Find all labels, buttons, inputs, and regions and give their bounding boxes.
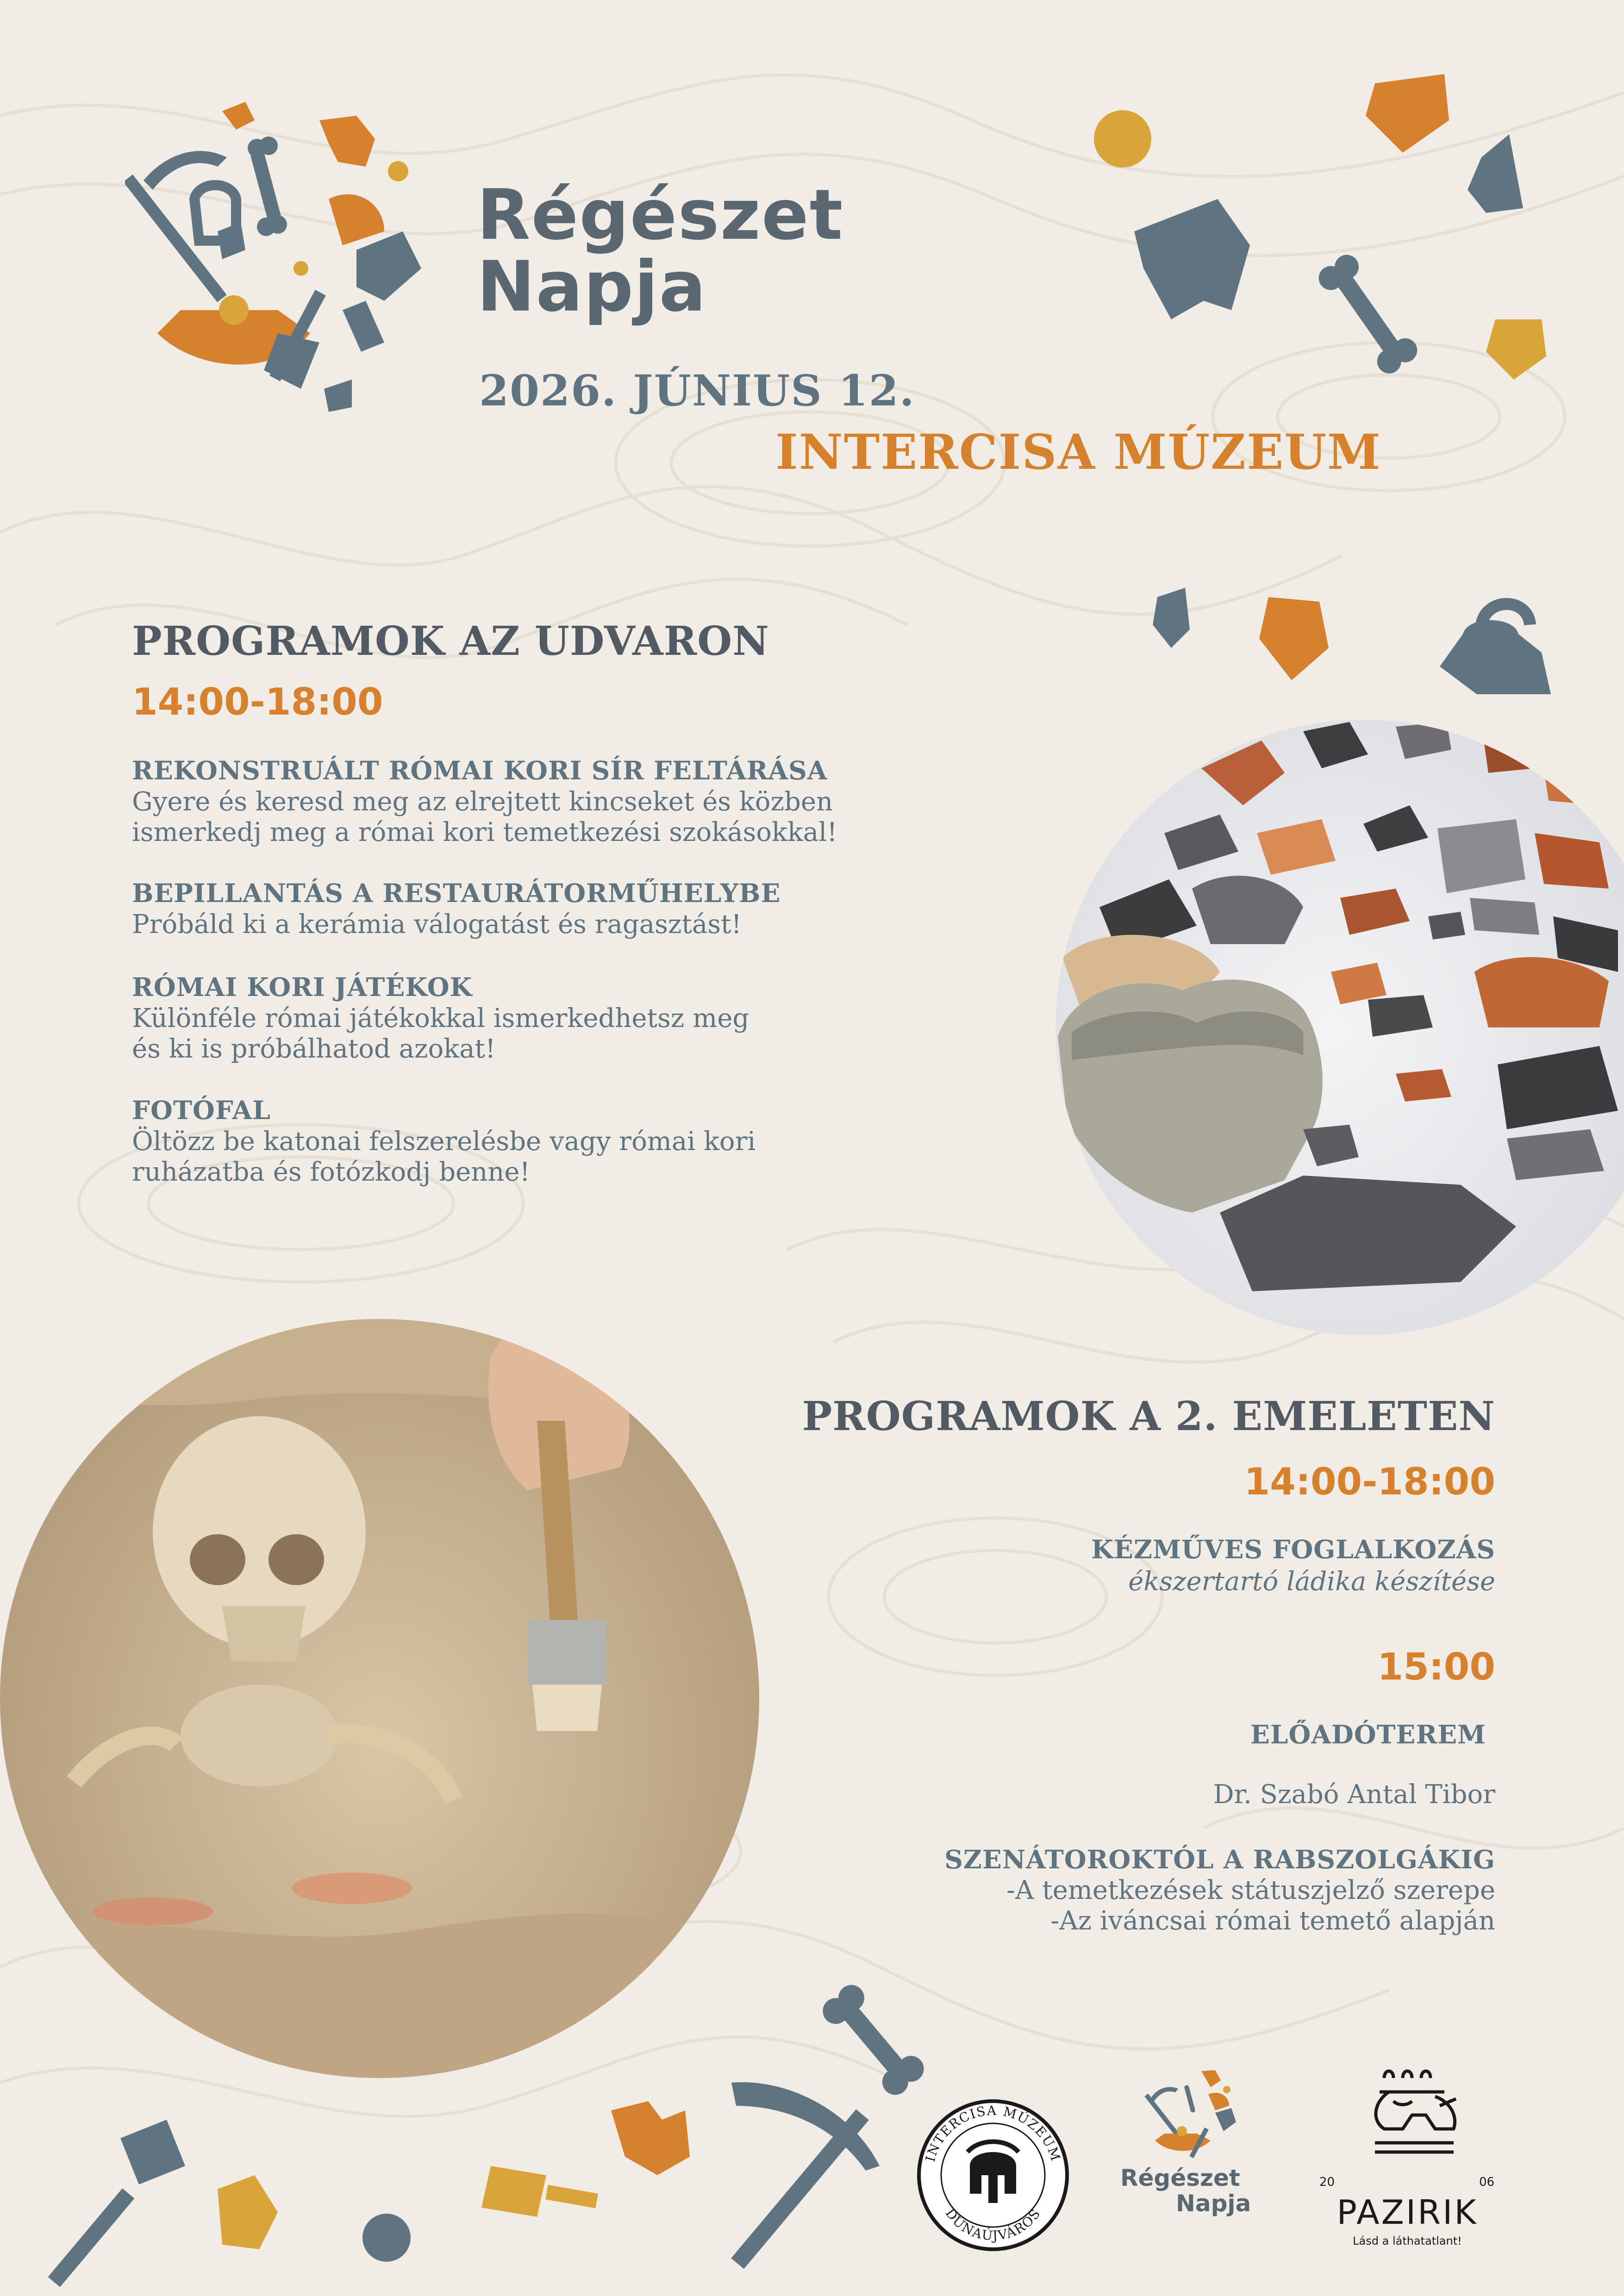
craft-title: KÉZMŰVES FOGLALKOZÁS: [1091, 1534, 1495, 1564]
small-logo-line2: Napja: [1176, 2190, 1251, 2217]
amphora-icon: [1440, 620, 1551, 694]
pottery-shard-icon: [1468, 134, 1523, 213]
slate-dot-icon: [362, 2214, 411, 2262]
lecture-room: ELŐADÓTEREM: [1250, 1719, 1486, 1749]
program-title: REKONSTRUÁLT RÓMAI KORI SÍR FELTÁRÁSA: [132, 755, 828, 785]
logo-title-line1: Régészet: [477, 175, 844, 255]
decorative-shards-middle: [1143, 588, 1569, 727]
decorative-tools-bottom: [0, 1972, 926, 2296]
program-title: RÓMAI KORI JÁTÉKOK: [132, 972, 473, 1002]
logo-title-line2: Napja: [477, 247, 707, 327]
program-desc-line: ismerkedj meg a római kori temetkezési szokásokkal!: [132, 817, 837, 847]
bone-icon: [818, 1979, 926, 2100]
museum-logo-bottom-text: DUNAÚJVÁROS: [942, 2205, 1044, 2244]
small-logo-line1: Régészet: [1120, 2165, 1240, 2191]
lecture-title: SZENÁTOROKTÓL A RABSZOLGÁKIG: [944, 1844, 1495, 1874]
program-title: BEPILLANTÁS A RESTAURÁTORMŰHELYBE: [132, 878, 781, 908]
small-regeszet-napja-logo-icon: [1141, 2062, 1243, 2164]
event-venue: INTERCISA MÚZEUM: [775, 423, 1382, 480]
pottery-shards-photo: [1044, 713, 1624, 1347]
ochre-dot-icon: [1094, 110, 1151, 168]
lecture-subtitle-line: -Az iváncsai római temető alapján: [1050, 1906, 1495, 1936]
pottery-shard-icon: [218, 2175, 278, 2249]
brush-icon: [481, 2166, 598, 2217]
lecture-subtitle-line: -A temetkezések státuszjelző szerepe: [1006, 1875, 1495, 1905]
program-title: FOTÓFAL: [132, 1095, 271, 1125]
pottery-shard-icon: [1486, 319, 1546, 380]
section1-time: 14:00-18:00: [132, 680, 383, 723]
section2-title: PROGRAMOK A 2. EMELETEN: [802, 1393, 1495, 1440]
pazirik-deer-logo-icon: [1356, 2064, 1472, 2171]
program-desc-line: Különféle római játékokkal ismerkedhetsz meg: [132, 1003, 750, 1033]
program-desc-line: Öltözz be katonai felszerelésbe vagy római kori: [132, 1126, 756, 1157]
section1-title: PROGRAMOK AZ UDVARON: [132, 618, 769, 665]
decorative-shards-top-right: [1079, 60, 1551, 421]
event-date: 2026. JÚNIUS 12.: [479, 366, 915, 416]
section2-time: 14:00-18:00: [1244, 1460, 1495, 1503]
pottery-shard-icon: [611, 2101, 690, 2175]
pazirik-name: PAZIRIK: [1337, 2193, 1478, 2232]
program-desc-line: és ki is próbálhatod azokat!: [132, 1034, 496, 1064]
intercisa-museum-logo: [914, 2097, 1072, 2254]
trowel-icon: [48, 2120, 185, 2287]
craft-desc: ékszertartó ládika készítése: [1128, 1567, 1495, 1597]
pazirik-year-left: 20: [1319, 2175, 1335, 2189]
program-desc-line: ruházatba és fotózkodj benne!: [132, 1157, 530, 1187]
program-desc-line: Próbáld ki a kerámia válogatást és ragasztást!: [132, 909, 742, 940]
program-desc-line: Gyere és keresd meg az elrejtett kincseket és közben: [132, 787, 833, 817]
bone-icon: [1314, 250, 1422, 378]
pottery-shard-icon: [1366, 74, 1449, 153]
museum-logo-top-text: INTERCISA MÚZEUM: [922, 2103, 1064, 2164]
regeszet-napja-logo-icon: [125, 93, 449, 417]
lecture-speaker: Dr. Szabó Antal Tibor: [1213, 1780, 1495, 1810]
pazirik-year-right: 06: [1479, 2175, 1495, 2189]
pottery-shard-icon: [1134, 199, 1250, 319]
pazirik-tagline: Lásd a láthatatlant!: [1353, 2234, 1462, 2247]
pickaxe-icon: [731, 2082, 880, 2269]
lecture-time: 15:00: [1377, 1645, 1495, 1688]
